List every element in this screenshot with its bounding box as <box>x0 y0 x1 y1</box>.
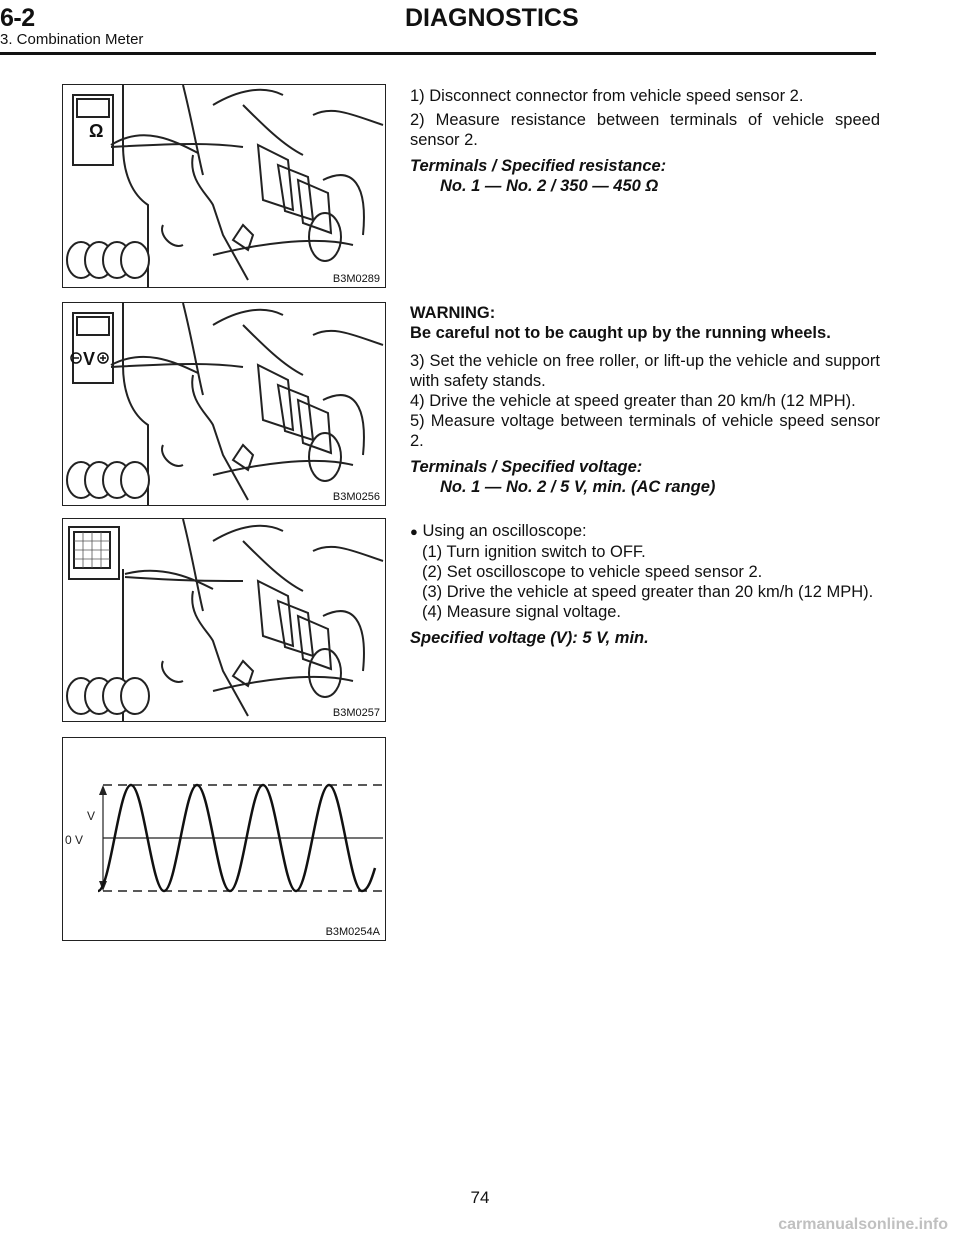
header-rule <box>0 52 876 55</box>
page-subtitle: 3. Combination Meter <box>0 31 144 48</box>
figure-label: B3M0254A <box>325 926 380 938</box>
oscilloscope-spec: Specified voltage (V): 5 V, min. <box>410 629 649 647</box>
volt-symbol: V <box>83 349 96 369</box>
voltage-spec-value: No. 1 — No. 2 / 5 V, min. (AC range) <box>440 478 716 496</box>
figure-ohmmeter <box>62 84 386 288</box>
oscilloscope-item: (3) Drive the vehicle at speed greater than 20 km/h (12 MPH). <box>422 583 874 601</box>
figure-voltmeter <box>62 302 386 506</box>
step-3: 3) Set the vehicle on free roller, or lift-up the vehicle and support with safety stands. <box>410 352 880 390</box>
amplitude-label: V <box>87 809 96 823</box>
step-1: 1) Disconnect connector from vehicle speed sensor 2. <box>410 87 804 105</box>
resistance-check-section <box>410 86 880 200</box>
oscilloscope-body <box>69 527 119 579</box>
ohmmeter-illustration <box>63 85 386 288</box>
oscilloscope-section <box>410 521 880 652</box>
resistance-spec-heading: Terminals / Specified resistance: <box>410 157 667 175</box>
warning-heading: WARNING: <box>410 304 496 322</box>
waveform-illustration <box>63 738 386 941</box>
oscilloscope-intro-text: Using an oscilloscope: <box>422 522 587 540</box>
section-number: 6-2 <box>0 4 35 32</box>
ohm-symbol: Ω <box>89 121 104 141</box>
figure-oscilloscope <box>62 518 386 722</box>
oscilloscope-item: (4) Measure signal voltage. <box>422 603 622 621</box>
zero-volt-label: 0 V <box>65 833 84 847</box>
step-4: 4) Drive the vehicle at speed greater than 20 km/h (12 MPH). <box>410 392 856 410</box>
figure-waveform <box>62 737 386 941</box>
oscilloscope-item: (2) Set oscilloscope to vehicle speed sensor 2. <box>422 563 763 581</box>
voltmeter-illustration <box>63 303 386 506</box>
resistance-spec-value: No. 1 — No. 2 / 350 — 450 Ω <box>440 177 659 195</box>
page-number: 74 <box>470 1188 490 1207</box>
warning-text: Be careful not to be caught up by the running wheels. <box>410 324 831 342</box>
bullet-icon: ● <box>410 524 418 539</box>
meter-body <box>73 313 113 383</box>
oscilloscope-item: (1) Turn ignition switch to OFF. <box>422 543 646 561</box>
watermark: carmanualsonline.info <box>778 1216 948 1233</box>
oscilloscope-illustration <box>63 519 386 722</box>
step-2: 2) Measure resistance between terminals of vehicle speed sensor 2. <box>410 111 880 149</box>
figure-label: B3M0256 <box>332 491 380 503</box>
figure-label: B3M0289 <box>332 273 380 285</box>
oscilloscope-intro <box>410 521 880 542</box>
voltage-check-section <box>410 303 880 501</box>
step-5: 5) Measure voltage between terminals of vehicle speed sensor 2. <box>410 412 880 450</box>
voltage-spec-heading: Terminals / Specified voltage: <box>410 458 643 476</box>
page-title: DIAGNOSTICS <box>405 4 579 32</box>
figure-label: B3M0257 <box>332 707 380 719</box>
